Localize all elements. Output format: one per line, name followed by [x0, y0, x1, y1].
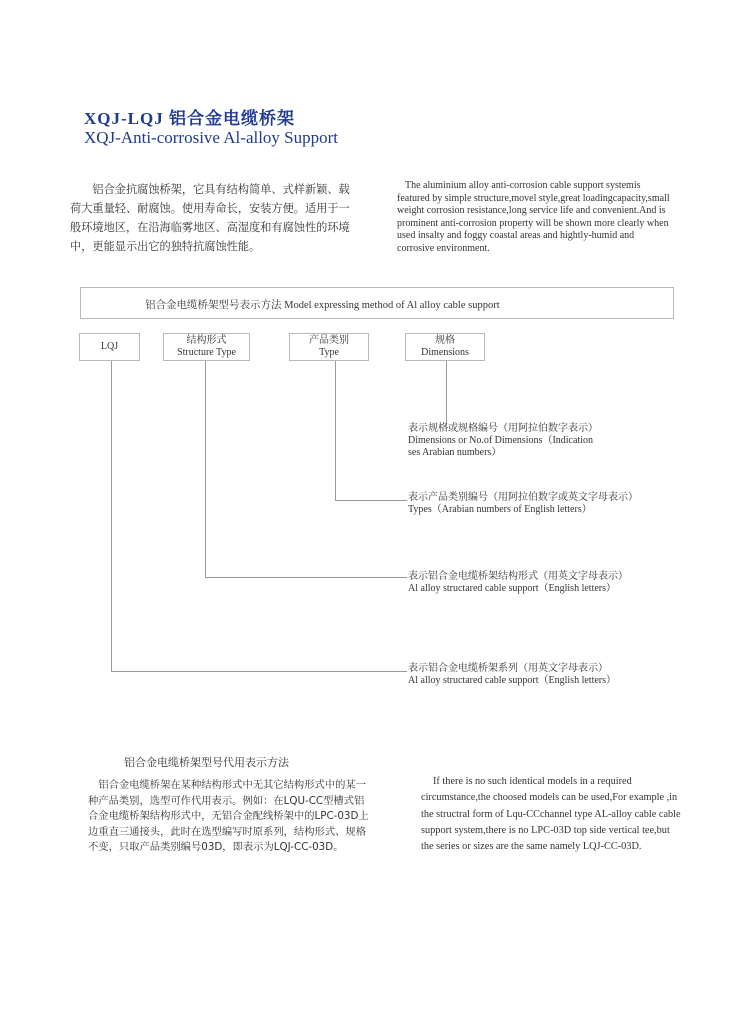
model-header-text: [145, 297, 500, 312]
intro-paragraph-english: The aluminium alloy anti-corrosion cable support systemis featured by simple structure,movel style,great loadingcapacity,small weight corrosion resistance,long service life and convenient.And is prominent anti-corrosion property will be shown more clearly when used insalty and foggy coastal areas and hightly-humid and corrosive environment.: [397, 180, 670, 254]
page-title-english: XQJ-Anti-corrosive Al-alloy Support: [84, 128, 339, 147]
intro-paragraph-chinese: 铝合金抗腐蚀桥架，它具有结构简单、式样新颖、载荷大重量轻、耐腐蚀。使用寿命长，安装方便。适用于一般环境地区，在沿海临雾地区、高湿度和有腐蚀性的环境中，更能显示出它的独特抗腐蚀性能。: [70, 183, 350, 253]
description-series-en: Al alloy structared cable support（English letters）: [408, 675, 617, 686]
description-structure: [408, 571, 708, 595]
description-dimensions-en-line1: Dimensions or No.of Dimensions（Indication: [408, 435, 593, 446]
page-title-chinese: XQJ-LQJ 铝合金电缆桥架: [84, 109, 295, 128]
description-type: [408, 492, 708, 516]
description-type-cn: 表示产品类别编号（用阿拉伯数字或英文字母表示）: [408, 492, 638, 503]
description-dimensions: [408, 423, 708, 459]
substitute-paragraph-english: If there is no such identical models in a required circumstance,the choosed models can be used,For example ,in the structral form of Lqu-CCchannel type AL-alloy cable cable support system,there is no LPC-03D top side vertical tee,but the series or sizes are the same namely LQJ-CC-03D.: [421, 776, 681, 853]
connector-series-horizontal: [111, 671, 407, 672]
description-structure-en: Al alloy structared cable support（English letters）: [408, 583, 617, 594]
description-structure-cn: 表示铝合金电缆桥架结构形式（用英文字母表示）: [408, 571, 628, 582]
substitute-paragraph-chinese: 铝合金电缆桥架在某种结构形式中无其它结构形式中的某一种产品类别，选型可作代用表示。例如：在LQU-CC型槽式铝合金电缆桥架结构形式中，无铝合金配线桥架中的LPC-03D上边重直三通接头，此时在选型编写时原系列，结构形式、规格不变，只取产品类别编号03D，即表示为LQJ-CC-03D。: [88, 779, 369, 854]
code-box-structure-type: [163, 333, 250, 361]
connector-type-vertical: [335, 360, 336, 501]
description-series-cn: 表示铝合金电缆桥架系列（用英文字母表示）: [408, 663, 608, 674]
code-box-structure-type-en: Structure Type: [177, 347, 236, 358]
connector-structure-horizontal: [205, 577, 407, 578]
connector-series-vertical: [111, 360, 112, 672]
code-box-type: [289, 333, 369, 361]
description-dimensions-cn: 表示规格或规格编号（用阿拉伯数字表示）: [408, 423, 598, 434]
connector-type-horizontal: [335, 500, 407, 501]
code-box-lqj: [79, 333, 140, 361]
substitute-section-title: 铝合金电缆桥架型号代用表示方法: [124, 756, 289, 769]
model-header-en: Model expressing method of Al alloy cable support: [284, 300, 500, 311]
code-box-dimensions-en: Dimensions: [421, 347, 469, 358]
description-type-en: Types（Arabian numbers of English letters）: [408, 504, 592, 515]
description-series: [408, 663, 708, 687]
connector-structure-vertical: [205, 360, 206, 578]
connector-dimensions-vertical: [446, 360, 447, 426]
code-box-dimensions: [405, 333, 485, 361]
code-box-dimensions-cn: 规格: [435, 335, 455, 346]
code-box-type-en: Type: [319, 347, 339, 358]
code-box-type-cn: 产品类别: [309, 335, 349, 346]
code-box-lqj-label: LQJ: [100, 341, 119, 352]
model-header-cn: 铝合金电缆桥架型号表示方法: [145, 299, 282, 311]
code-box-structure-type-cn: 结构形式: [186, 335, 227, 346]
description-dimensions-en-line2: ses Arabian numbers）: [408, 447, 502, 458]
